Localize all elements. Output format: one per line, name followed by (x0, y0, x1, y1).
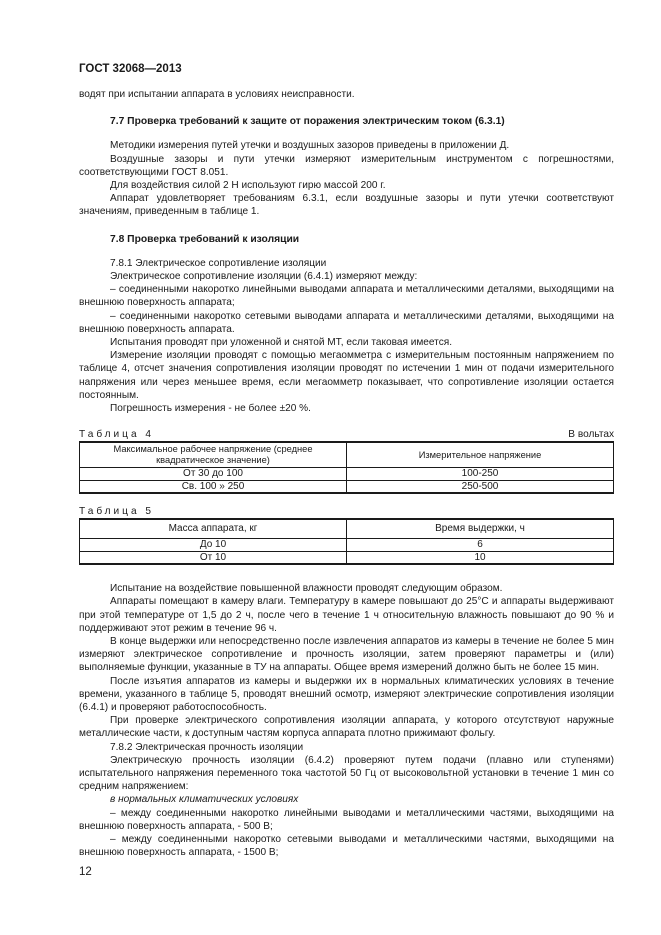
table-row (80, 551, 614, 564)
table-cell: 10 (347, 551, 614, 564)
table-row (80, 468, 614, 481)
table-5 (79, 518, 614, 565)
page-content (79, 88, 614, 860)
paragraph: Методики измерения путей утечки и воздушных зазоров приведены в приложении Д. (110, 140, 510, 152)
subsection-title: 7.8.1 Электрическое сопротивление изоляции (110, 257, 327, 269)
table-5-caption: Таблица 5 (79, 506, 154, 518)
table-4-caption-row (79, 428, 614, 441)
table-row (80, 539, 614, 552)
paragraph: Аппараты помещают в камеру влаги. Температуру в камере повышают до 25°С и аппараты выдерживают при этой температуре от 1,5 до 2 ч, после чего в течение 1 ч относительную влажность повышают до 90 % и поддерживают этот режим в течение 96 ч. (79, 596, 614, 634)
table-header-cell: Максимальное рабочее напряжение (среднее квадратическое значение) (80, 442, 347, 467)
subsection-title: 7.8.2 Электрическая прочность изоляции (110, 741, 304, 753)
table-cell: До 10 (80, 539, 347, 552)
table-5-caption-row (79, 505, 614, 518)
page-number: 12 (79, 866, 92, 878)
table-cell: От 10 (80, 551, 347, 564)
section-heading-7-7: 7.7 Проверка требований к защите от поражения электрическим током (6.3.1) (110, 116, 505, 128)
paragraph: После изъятия аппаратов из камеры и выдержки их в нормальных климатических условиях в течение времени, указанного в таблице 5, проводят внешний осмотр, измеряют электрические сопротивления изоляции (6.4.1) и проверяют работоспособность. (79, 675, 614, 714)
paragraph: В конце выдержки или непосредственно после извлечения аппаратов из камеры в течение не более 5 мин измеряют электрическое сопротивление и прочность изоляции, затем проверяют параметры и (или) выполняемые функции, указанные в ТУ на аппараты. Общее время измерений должно быть не более 15 мин. (79, 636, 614, 674)
paragraph: При проверке электрического сопротивления изоляции аппарата, у которого отсутствуют наружные металлические части, к доступным частям корпуса аппарата плотно прижимают фольгу. (79, 715, 614, 740)
paragraph: Электрическое сопротивление изоляции (6.4.1) измеряют между: (110, 271, 418, 283)
list-item: – соединенными накоротко линейными выводами аппарата и металлическими деталями, выходящими на внешнюю поверхность аппарата; (79, 284, 614, 309)
table-header-cell: Измерительное напряжение (347, 442, 614, 467)
list-item: – между соединенными накоротко линейными выводами и металлическими частями, выходящими на внешнюю поверхность аппарата, - 500 В; (79, 807, 614, 832)
paragraph: Измерение изоляции проводят с помощью мегаомметра с измерительным постоянным напряжением по таблице 4, отсчет значения сопротивления изоляции проводят по истечении 1 мин от подачи измерительного напряжения или через меньшее время, если мегаомметр показывает, что сопротивление изоляции остается постоянным. (79, 350, 614, 401)
paragraph: Воздушные зазоры и пути утечки измеряют измерительным инструментом с погрешностями, соответствующими ГОСТ 8.051. (79, 153, 614, 178)
paragraph: Погрешность измерения - не более ±20 %. (110, 403, 311, 415)
table-row (80, 480, 614, 493)
paragraph: Электрическую прочность изоляции (6.4.2) проверяют путем подачи (плавно или ступенями) испытательного напряжения переменного тока частотой 50 Гц от высоковольтной установки в течение 1 мин со средним напряжением: (79, 754, 614, 793)
document-header: ГОСТ 32068—2013 (79, 63, 182, 75)
list-item: – между соединенными накоротко сетевыми выводами и металлическими частями, выходящими на внешнюю поверхность аппарата, - 1500 В; (79, 834, 614, 859)
section-heading-7-8: 7.8 Проверка требований к изоляции (110, 233, 300, 245)
table-cell: От 30 до 100 (80, 468, 347, 481)
paragraph: Аппарат удовлетворяет требованиям 6.3.1, если воздушные зазоры и пути утечки соответствуют значениям, приведенным в таблице 1. (79, 193, 614, 218)
table-cell: Св. 100 » 250 (80, 480, 347, 493)
condition-label: в нормальных климатических условиях (110, 794, 299, 806)
table-4-caption: Таблица 4 (79, 429, 154, 441)
paragraph: Для воздействия силой 2 Н используют гирю массой 200 г. (110, 180, 386, 192)
list-item: – соединенными накоротко сетевыми выводами аппарата и металлическими деталями, выходящими на внешнюю поверхность аппарата. (79, 310, 614, 335)
table-4-units: В вольтах (568, 429, 614, 441)
table-header-cell: Время выдержки, ч (347, 519, 614, 538)
table-header-cell: Масса аппарата, кг (80, 519, 347, 538)
paragraph-continued: водят при испытании аппарата в условиях неисправности. (79, 89, 355, 100)
paragraph: Испытания проводят при уложенной и снятой МТ, если таковая имеется. (110, 337, 453, 349)
paragraph: Испытание на воздействие повышенной влажности проводят следующим образом. (110, 583, 503, 595)
table-4 (79, 441, 614, 494)
table-cell: 250-500 (347, 480, 614, 493)
table-cell: 6 (347, 539, 614, 552)
table-cell: 100-250 (347, 468, 614, 481)
